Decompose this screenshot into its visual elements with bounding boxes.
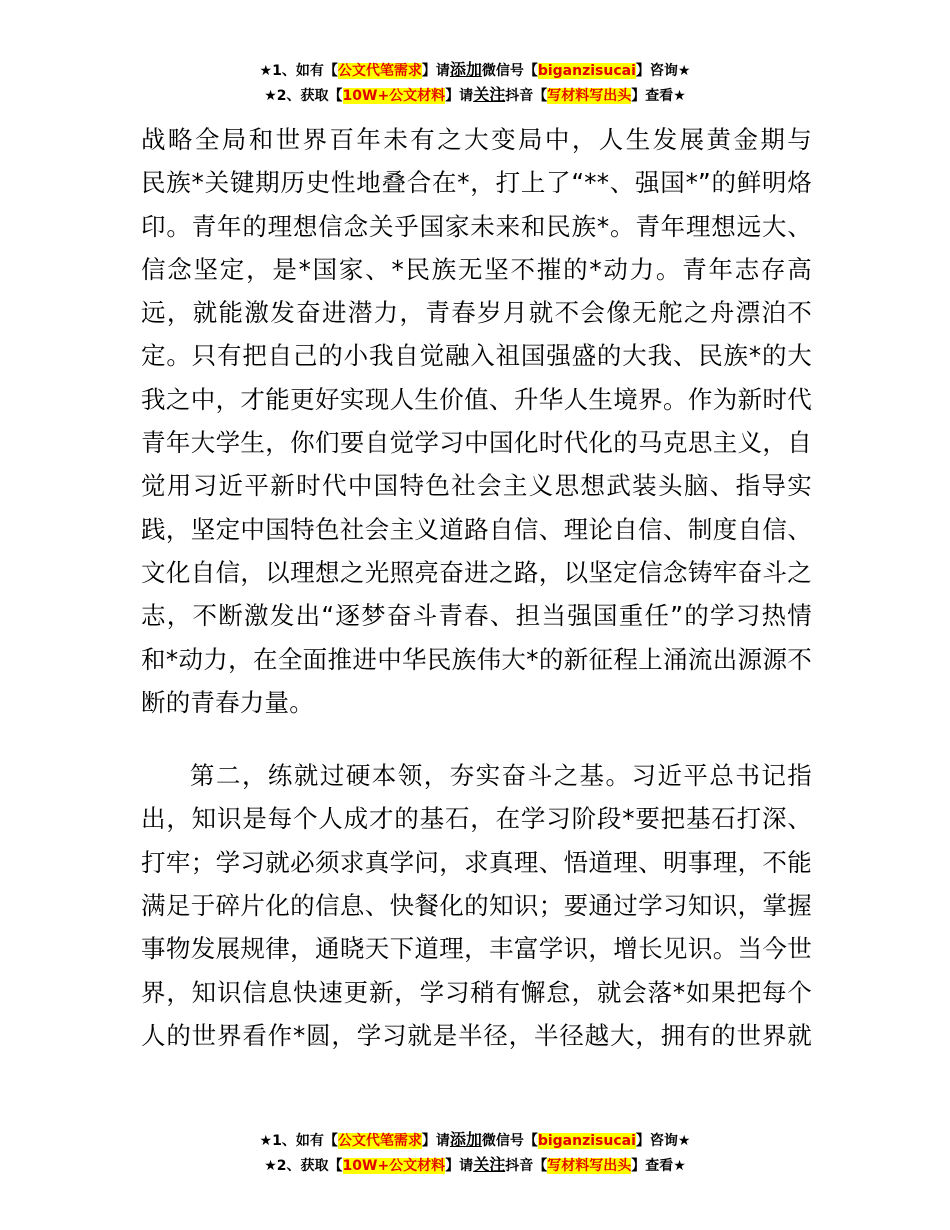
text-line: 志，不断激发出“逐梦奋斗青春、担当强国重任”的学习热情 <box>141 601 812 631</box>
text-line: 满足于碎片化的信息、快餐化的知识；要通过学习知识，掌握 <box>141 891 812 921</box>
banner-text: 】咨询★ <box>635 1133 691 1149</box>
banner-highlight: biganzisucai <box>537 1133 636 1149</box>
banner-text: 】咨询★ <box>635 63 691 79</box>
banner-text: 微信号【 <box>481 63 538 79</box>
paragraph-2 <box>141 754 812 1057</box>
banner-underlined: 关注 <box>473 85 506 104</box>
banner-line-2 <box>0 83 950 108</box>
text-line: 战略全局和世界百年未有之大变局中，人生发展黄金期与 <box>141 125 812 154</box>
banner-highlight: 写材料写出头 <box>547 88 632 104</box>
text-line: 青年大学生，你们要自觉学习中国化时代化的马克思主义，自 <box>141 428 812 458</box>
banner-text: 抖音【 <box>505 1158 548 1174</box>
banner-text: 抖音【 <box>505 88 548 104</box>
banner-highlight: 写材料写出头 <box>547 1158 632 1174</box>
text-line: 和*动力，在全面推进中华民族伟大*的新征程上涌流出源源不 <box>141 644 812 674</box>
banner-highlight: 公文代笔需求 <box>337 63 422 79</box>
text-line: 践，坚定中国特色社会主义道路自信、理论自信、制度自信、 <box>141 514 812 544</box>
text-line: 印。青年的理想信念关乎国家未来和民族*。青年理想远大、 <box>141 211 812 241</box>
banner-text: 】请 <box>421 63 450 79</box>
banner-underlined: 添加 <box>449 1130 482 1149</box>
banner-text: ★1、如有【 <box>259 63 338 79</box>
text-line: 远，就能激发奋进潜力，青春岁月就不会像无舵之舟漂泊不 <box>141 298 812 328</box>
text-line: 觉用习近平新时代中国特色社会主义思想武装头脑、指导实 <box>141 471 812 501</box>
document-body <box>141 118 812 1057</box>
text-line: 出，知识是每个人成才的基石，在学习阶段*要把基石打深、 <box>141 804 812 834</box>
text-line: 我之中，才能更好实现人生价值、升华人生境界。作为新时代 <box>141 384 812 414</box>
banner-line-1 <box>0 1128 950 1153</box>
text-line: 人的世界看作*圆，学习就是半径，半径越大，拥有的世界就 <box>141 1020 812 1050</box>
text-line: 断的青春力量。 <box>141 687 314 717</box>
footer-banner <box>0 1128 950 1178</box>
banner-line-1 <box>0 58 950 83</box>
banner-text: 】请 <box>445 88 474 104</box>
banner-highlight: 公文代笔需求 <box>337 1133 422 1149</box>
banner-highlight: 10W+公文材料 <box>342 1158 446 1174</box>
banner-highlight: 10W+公文材料 <box>342 88 446 104</box>
text-line: 信念坚定，是*国家、*民族无坚不摧的*动力。青年志存高 <box>141 254 812 284</box>
banner-text: 】请 <box>445 1158 474 1174</box>
banner-underlined: 添加 <box>449 60 482 79</box>
text-line: 第二，练就过硬本领，夯实奋斗之基。习近平总书记指 <box>190 761 812 791</box>
banner-underlined: 关注 <box>473 1155 506 1174</box>
paragraph-1 <box>141 118 812 724</box>
paragraph-spacer <box>141 724 812 754</box>
text-line: 事物发展规律，通晓天下道理，丰富学识，增长见识。当今世 <box>141 934 812 964</box>
banner-text: 微信号【 <box>481 1133 538 1149</box>
text-line: 文化自信，以理想之光照亮奋进之路，以坚定信念铸牢奋斗之 <box>141 557 812 587</box>
banner-line-2 <box>0 1153 950 1178</box>
banner-text: 】查看★ <box>631 88 686 104</box>
text-line: 定。只有把自己的小我自觉融入祖国强盛的大我、民族*的大 <box>141 341 812 371</box>
banner-text: ★2、获取【 <box>264 1158 343 1174</box>
banner-text: ★2、获取【 <box>264 88 343 104</box>
text-line: 界，知识信息快速更新，学习稍有懈怠，就会落*如果把每个 <box>141 977 812 1007</box>
text-line: 民族*关键期历史性地叠合在*，打上了“**、强国*”的鲜明烙 <box>141 168 812 198</box>
banner-highlight: biganzisucai <box>537 63 636 79</box>
header-banner <box>0 58 950 108</box>
banner-text: 】查看★ <box>631 1158 686 1174</box>
banner-text: ★1、如有【 <box>259 1133 338 1149</box>
text-line: 打牢；学习就必须求真学问，求真理、悟道理、明事理，不能 <box>141 847 812 877</box>
banner-text: 】请 <box>421 1133 450 1149</box>
